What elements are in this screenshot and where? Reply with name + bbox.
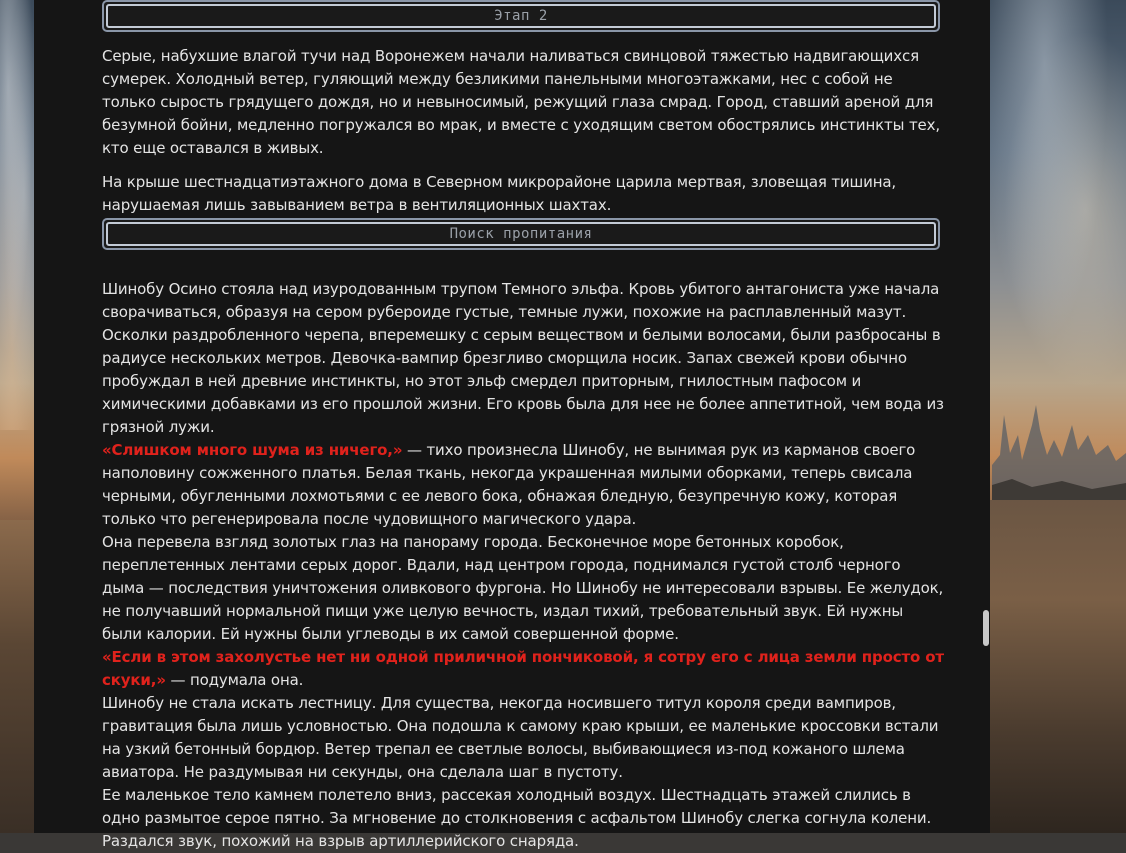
stage-banner [102,0,940,32]
intro-paragraph-2: На крыше шестнадцатиэтажного дома в Северном микрорайоне царила мертвая, зловещая тишина, нарушаемая лишь завыванием ветра в вентиляционных шахтах. [102,173,897,214]
story-panel [34,0,990,850]
intro-paragraph-1: Серые, набухшие влагой тучи над Воронежем начали наливаться свинцовой тяжестью надвигающихся сумерек. Холодный ветер, гуляющий между безликими панельными многоэтажками, нес с собой не только сырость грядущего дождя, но и невыносимый, режущий глаза смрад. Город, ставший ареной для безумной бойни, медленно погружался во мрак, и вместе с уходящим светом обострялись инстинкты тех, кто еще оставался в живых. [102,47,940,157]
story-paragraph-7: Раздался звук, похожий на взрыв артиллерийского снаряда. [102,832,579,850]
quest-banner [102,218,940,250]
quest-banner-label: Поиск пропитания [106,222,936,246]
story-paragraph-2: — тихо произнесла Шинобу, не вынимая рук из карманов своего наполовину сожженного платья. Белая ткань, некогда украшенная милыми оборками, теперь свисала черными, обугленными лохмотьями с ее левого бока, обнажая бледную, безупречную кожу, которая только что регенерировала после чудовищного магического удара. [102,441,916,528]
dialogue-line-1: «Слишком много шума из ничего,» [102,441,403,459]
story-paragraph-6: Ее маленькое тело камнем полетело вниз, рассекая холодный воздух. Шестнадцать этажей слились в одно размытое серое пятно. За мгновение до столкновения с асфальтом Шинобу слегка согнула колени. [102,786,932,827]
story-paragraph-3: Она перевела взгляд золотых глаз на панораму города. Бесконечное море бетонных коробок, переплетенных лентами серых дорог. Вдали, над центром города, поднимался густой столб черного дыма — последствия уничтожения оливкового фургона. Но Шинобу не интересовали взрывы. Ее желудок, не получавший нормальной пищи уже целую вечность, издал тихий, требовательный звук. Ей нужны были калории. Ей нужны были углеводы в их самой совершенной форме. [102,533,944,643]
story-paragraph-1: Шинобу Осино стояла над изуродованным трупом Темного эльфа. Кровь убитого антагониста уже начала сворачиваться, образуя на сером рубероиде густые, темные лужи, похожие на расплавленный мазут. Осколки раздробленного черепа, вперемешку с серым веществом и белыми волосами, были разбросаны в радиусе нескольких метров. Девочка-вампир брезгливо сморщила носик. Запах свежей крови обычно пробуждал в ней древние инстинкты, но этот эльф смердел приторным, гнилостным пафосом и химическими добавками из его прошлой жизни. Его кровь была для нее не более аппетитной, чем вода из грязной лужи. [102,280,944,436]
story-paragraph-5: Шинобу не стала искать лестницу. Для существа, некогда носившего титул короля среди вампиров, гравитация была лишь условностью. Она подошла к самому краю крыши, ее маленькие кроссовки встали на узкий бетонный бордюр. Ветер трепал ее светлые волосы, выбивающиеся из-под кожаного шлема авиатора. Не раздумывая ни секунды, она сделала шаг в пустоту. [102,694,939,781]
story-text [102,278,944,853]
scrollbar-thumb[interactable] [983,610,989,646]
dialogue-line-2: «Если в этом захолустье нет ни одной приличной пончиковой, я сотру его с лица земли просто от скуки,» [102,648,944,689]
story-paragraph-4: — подумала она. [165,671,304,689]
background-ground-left [0,520,34,833]
background-ruins [992,395,1126,515]
background-clouds-right [990,0,1126,420]
stage-banner-label: Этап 2 [106,4,936,28]
background-ground-right [990,500,1126,833]
